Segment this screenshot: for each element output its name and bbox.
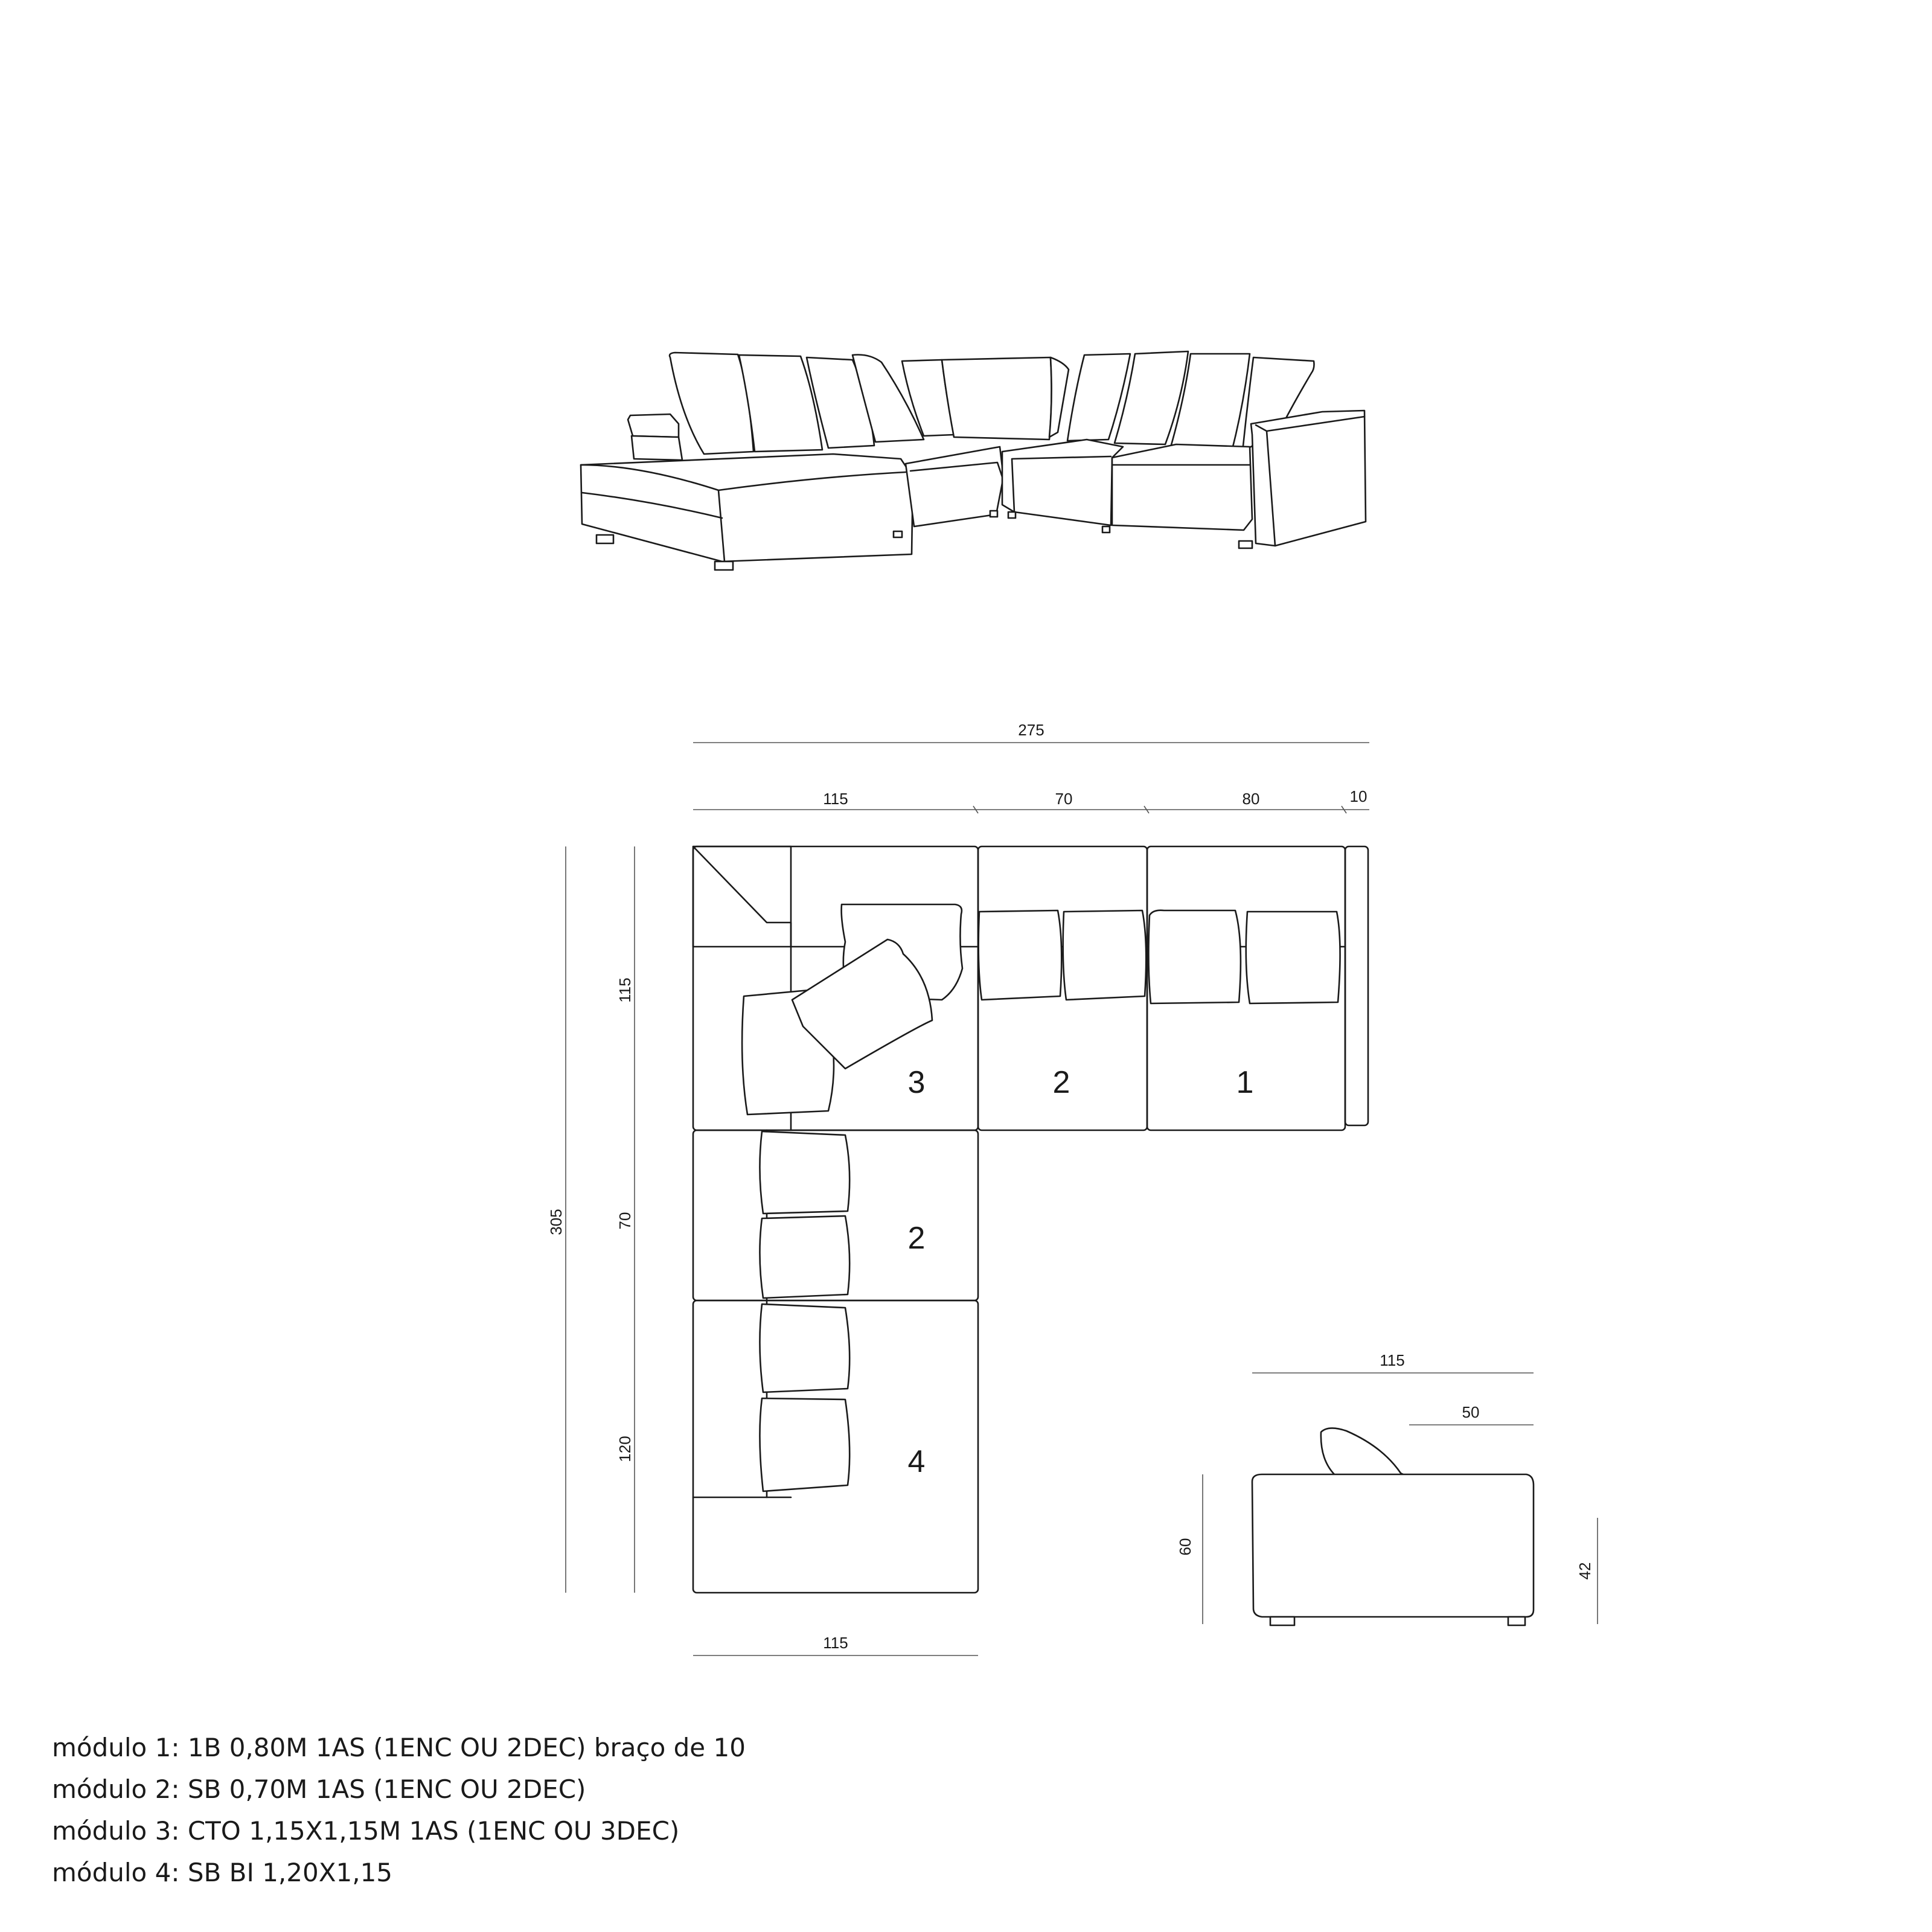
seat-middle (1002, 440, 1123, 525)
plan-armrest (1345, 846, 1368, 1125)
module-label-1: 1 (1236, 1065, 1254, 1100)
dim-width-module-2: 70 (1055, 790, 1073, 808)
dim-depth-module-3: 115 (616, 977, 634, 1003)
back-cushion (670, 353, 753, 454)
dim-width-module-3: 115 (823, 790, 848, 808)
module-spec-2: módulo 2: SB 0,70M 1AS (1ENC OU 2DEC) (52, 1774, 586, 1804)
seat-right (1112, 444, 1252, 530)
dim-depth-module-4: 120 (616, 1436, 634, 1462)
sofa-foot (715, 561, 733, 570)
dim-overall-width: 275 (1018, 721, 1044, 739)
plan-cushion (760, 1131, 849, 1214)
side-foot (1508, 1617, 1525, 1625)
back-cushion (1049, 357, 1069, 437)
sofa-foot (894, 531, 902, 537)
dim-depth-module-2: 70 (616, 1212, 634, 1230)
plan-cushion (1063, 910, 1147, 1000)
plan-cushion (1246, 912, 1340, 1003)
dim-side-depth: 115 (1380, 1351, 1405, 1369)
seat-corner (906, 447, 1003, 526)
module-spec-1: módulo 1: 1B 0,80M 1AS (1ENC OU 2DEC) braço de 10 (52, 1733, 746, 1762)
plan-cushion (760, 1398, 849, 1491)
plan-cushion (760, 1304, 849, 1392)
side-back-cushion (1321, 1428, 1406, 1477)
back-cushion (942, 357, 1052, 440)
module-spec-list (52, 1727, 746, 1893)
plan-cushion (760, 1216, 849, 1298)
side-foot (1270, 1617, 1294, 1625)
dim-bottom-width: 115 (823, 1634, 848, 1652)
module-label-2-left: 2 (907, 1221, 926, 1256)
module-spec-4: módulo 4: SB BI 1,20X1,15 (52, 1858, 393, 1887)
sofa-foot (597, 535, 613, 543)
side-body (1252, 1474, 1534, 1617)
left-backrest (632, 436, 682, 460)
sofa-foot (990, 511, 997, 517)
sofa-foot (1008, 512, 1016, 518)
sofa-plan-view (566, 743, 1369, 1655)
sofa-foot (1239, 541, 1252, 548)
module-label-3: 3 (907, 1065, 926, 1100)
left-backrest (628, 414, 679, 437)
dim-side-height: 60 (1176, 1538, 1194, 1556)
dim-side-back: 50 (1462, 1403, 1480, 1421)
corner-backrest (693, 846, 791, 947)
sofa-perspective-view (581, 351, 1366, 570)
dim-width-module-1: 80 (1242, 790, 1260, 808)
dim-width-armrest: 10 (1349, 787, 1367, 805)
seat-chaise (581, 454, 913, 561)
sofa-side-view (1203, 1373, 1598, 1625)
module-label-2-top: 2 (1052, 1065, 1070, 1100)
module-label-4: 4 (907, 1444, 926, 1479)
plan-cushion (979, 910, 1062, 1000)
sofa-foot (1102, 526, 1110, 533)
module-spec-3: módulo 3: CTO 1,15X1,15M 1AS (1ENC OU 3DEC) (52, 1816, 680, 1846)
dim-overall-depth: 305 (547, 1209, 565, 1235)
dim-side-seat-height: 42 (1576, 1562, 1594, 1580)
plan-cushion (1148, 910, 1241, 1003)
